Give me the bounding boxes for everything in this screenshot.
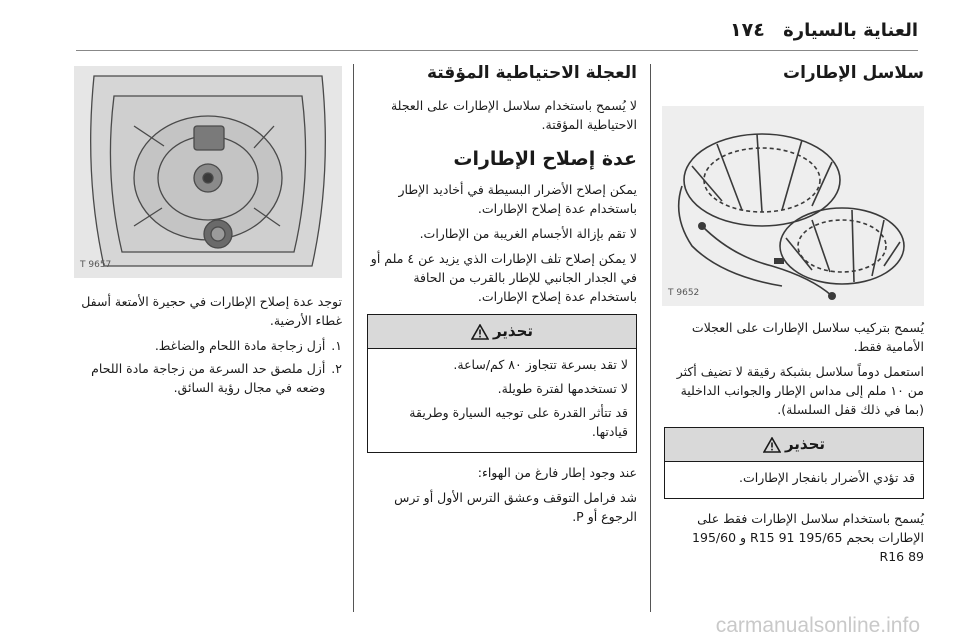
figure-id: 9652 T [668, 288, 700, 298]
header-rule [76, 50, 918, 51]
warning-text: قد تؤدي الأضرار بانفجار الإطارات. [739, 470, 915, 485]
warning-box [664, 427, 924, 499]
column-tire-chains [664, 62, 924, 572]
column-repair-kit-location [74, 62, 342, 401]
chapter-title: العناية بالسيارة [783, 19, 918, 41]
list-text: أزل ملصق حد السرعة من زجاجة مادة اللحام وضعه في مجال رؤية السائق. [91, 361, 326, 395]
paragraph: يُسمح باستخدام سلاسل الإطارات فقط على الإطارات بحجم 195/65 R15 91 و 195/60 R16 89 [692, 511, 924, 564]
paragraph: توجد عدة إصلاح الإطارات في حجيرة الأمتعة أسفل غطاء الأرضية. [81, 294, 342, 328]
paragraph: لا تقم بإزالة الأجسام الغريبة من الإطارات. [419, 226, 637, 241]
warning-line: لا تستخدمها لفترة طويلة. [497, 381, 628, 396]
warning-header [665, 428, 923, 462]
figure-id: 9657 T [80, 260, 112, 270]
list-text: أزل زجاجة مادة اللحام والضاغط. [154, 338, 326, 353]
section-heading-tire-chains: سلاسل الإطارات [782, 63, 924, 83]
warning-header [368, 315, 636, 349]
section-heading-temporary-spare: العجلة الاحتياطية المؤقتة [426, 63, 637, 83]
warning-title: تحذير [784, 435, 826, 453]
chain-drawing [662, 106, 924, 306]
column-spare-and-repair-kit [367, 62, 637, 532]
trunk-drawing [74, 66, 342, 278]
paragraph: يمكن إصلاح الأضرار البسيطة في أخاديد الإطار باستخدام عدة إصلاح الإطارات. [398, 182, 637, 216]
paragraph: يُسمح بتركيب سلاسل الإطارات على العجلات الأمامية فقط. [691, 320, 924, 354]
steps-list [74, 336, 342, 397]
warning-triangle-icon [471, 324, 489, 340]
paragraph: شد فرامل التوقف وعشق الترس الأول أو ترس الرجوع أو P. [394, 490, 637, 524]
section-heading-repair-kit: عدة إصلاح الإطارات [453, 148, 637, 170]
paragraph: استعمل دوماً سلاسل بشبكة رقيقة لا تضيف أكثر من ١٠ ملم إلى مداس الإطار والجوانب الداخلية (بما في ذلك قفل السلسلة). [676, 364, 924, 417]
warning-triangle-icon [763, 437, 781, 453]
paragraph: لا يمكن إصلاح تلف الإطارات الذي يزيد عن ٤ ملم أو في الجدار الجانبي للإطار بالقرب من الحافة باستخدام عدة إصلاح الإطارات. [370, 251, 637, 304]
page-number: ١٧٤ [730, 19, 765, 41]
list-item [74, 359, 342, 397]
warning-line: قد تتأثر القدرة على توجيه السيارة وطريقة قيادتها. [409, 405, 628, 439]
tire-chains-illustration [662, 106, 924, 306]
warning-title: تحذير [492, 322, 534, 340]
trunk-repair-kit-photo [74, 66, 342, 278]
column-divider [650, 64, 651, 612]
watermark: carmanualsonline.info [715, 614, 920, 637]
page-header [730, 14, 918, 46]
column-divider [353, 64, 354, 612]
warning-line: لا تقد بسرعة تتجاوز ٨٠ كم/ساعة. [453, 357, 628, 372]
paragraph: عند وجود إطار فارغ من الهواء: [477, 465, 637, 480]
list-number: ٢. [331, 361, 342, 376]
warning-box [367, 314, 637, 453]
list-number: ١. [331, 338, 342, 353]
paragraph: لا يُسمح باستخدام سلاسل الإطارات على العجلة الاحتياطية المؤقتة. [390, 98, 637, 132]
list-item [74, 336, 342, 355]
